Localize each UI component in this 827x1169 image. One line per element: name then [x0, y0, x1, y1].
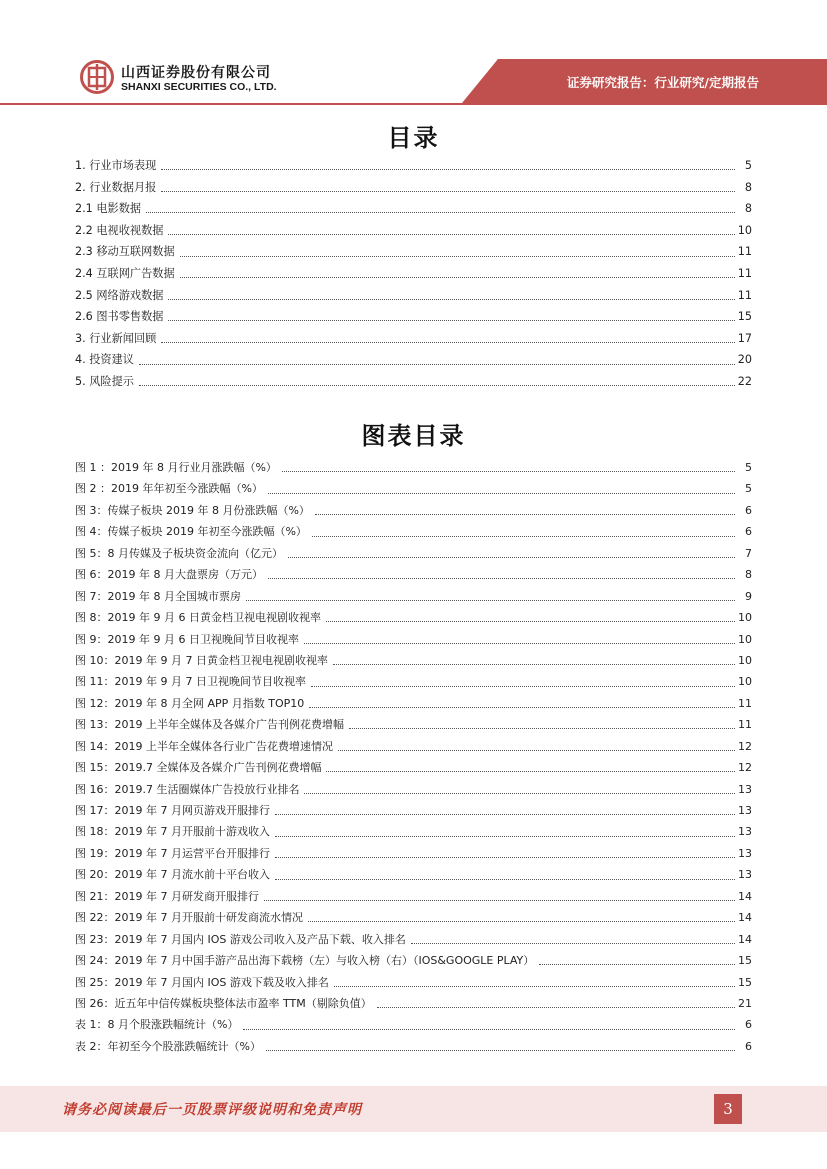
figure-entry-label: 图 24：2019 年 7 月中国手游产品出海下载榜（左）与收入榜（右）（IOS&GOOGLE PLAY） [75, 954, 535, 968]
dot-leader [326, 771, 735, 772]
figure-entry-label: 图 6：2019 年 8 月大盘票房（万元） [75, 568, 263, 582]
figure-entry-label: 图 5：8 月传媒及子板块资金流向（亿元） [75, 546, 283, 560]
toc-entry-label: 2.1 电影数据 [75, 202, 142, 216]
figure-entry-page: 13 [738, 804, 752, 817]
figure-entry-label: 图 8：2019 年 9 月 6 日黄金档卫视电视剧收视率 [75, 611, 321, 625]
dot-leader [243, 1029, 735, 1030]
page-header [0, 0, 827, 110]
dot-leader [304, 643, 735, 644]
figure-entry[interactable] [75, 671, 752, 692]
figure-entry[interactable] [75, 821, 752, 842]
dot-leader [146, 212, 735, 213]
dot-leader [326, 621, 735, 622]
dot-leader [282, 471, 735, 472]
toc-entry[interactable] [75, 241, 752, 263]
figure-entry[interactable] [75, 779, 752, 800]
toc-title: 目录 [387, 124, 440, 152]
figure-entry-label: 图 1 ：2019 年 8 月行业月涨跌幅（%） [75, 461, 277, 474]
figures-list [75, 457, 752, 1057]
toc-entry-page: 10 [737, 223, 752, 237]
figure-entry-label: 图 15：2019.7 全媒体及各媒介广告刊例花费增幅 [75, 761, 322, 775]
figure-entry-label: 图 10：2019 年 9 月 7 日黄金档卫视电视剧收视率 [75, 653, 328, 667]
figure-entry-page: 5 [745, 461, 752, 474]
figure-entry[interactable] [75, 714, 752, 735]
dot-leader [315, 514, 735, 515]
dot-leader [349, 728, 735, 729]
dot-leader [161, 169, 735, 170]
figure-entry[interactable] [75, 500, 752, 521]
dot-leader [539, 964, 735, 965]
toc-entry-label: 3. 行业新闻回顾 [75, 331, 157, 345]
toc-entry-label: 2.4 互联网广告数据 [75, 266, 175, 280]
figure-entry-label: 图 11：2019 年 9 月 7 日卫视晚间节目收视率 [75, 675, 306, 689]
toc-entry[interactable] [75, 306, 752, 328]
figure-entry-page: 13 [738, 846, 752, 860]
figure-entry-page: 13 [738, 782, 752, 796]
figure-entry-label: 图 2 ：2019 年年初至今涨跌幅（%） [75, 482, 263, 496]
figure-entry-page: 12 [738, 761, 752, 775]
dot-leader [275, 814, 735, 815]
figure-entry-label: 图 21：2019 年 7 月研发商开服排行 [75, 889, 259, 903]
dot-leader [161, 342, 734, 343]
toc-entry[interactable] [75, 198, 752, 220]
toc-entry-page: 11 [737, 266, 752, 280]
figure-entry-label: 图 20：2019 年 7 月流水前十平台收入 [75, 868, 270, 882]
toc-entry-page: 5 [744, 159, 752, 172]
toc-entry[interactable] [75, 328, 752, 350]
figure-entry[interactable] [75, 736, 752, 757]
figure-entry[interactable] [75, 950, 752, 971]
toc-entry-page: 11 [737, 245, 752, 259]
figure-entry-label: 图 26：近五年中信传媒板块整体法市盈率 TTM（剔除负值） [75, 996, 372, 1010]
figure-entry-label: 图 19：2019 年 7 月运营平台开服排行 [75, 846, 270, 860]
dot-leader [139, 364, 735, 365]
figure-entry-page: 10 [738, 632, 752, 646]
dot-leader [168, 299, 734, 300]
figure-entry-page: 14 [738, 911, 752, 925]
toc-entry-page: 15 [737, 310, 752, 324]
figure-entry-page: 11 [738, 696, 752, 710]
figure-entry-page: 6 [745, 1018, 752, 1032]
toc-entry-label: 2.6 图书零售数据 [75, 310, 164, 324]
figure-entry-label: 表 2：年初至今个股涨跌幅统计（%） [75, 1039, 261, 1053]
dot-leader [139, 385, 735, 386]
dot-leader [288, 557, 735, 558]
dot-leader [309, 707, 735, 708]
toc-entry-label: 5. 风险提示 [75, 374, 134, 388]
figure-entry-label: 图 4：传媒子板块 2019 年初至今涨跌幅（%） [75, 525, 307, 539]
figure-entry[interactable] [75, 757, 752, 778]
figure-entry-label: 图 7：2019 年 8 月全国城市票房 [75, 589, 241, 603]
dot-leader [246, 600, 735, 601]
figure-entry[interactable] [75, 864, 752, 885]
dot-leader [312, 536, 735, 537]
toc-entry-page: 20 [737, 353, 752, 367]
figure-entry-label: 图 23：2019 年 7 月国内 IOS 游戏公司收入及产品下载、收入排名 [75, 932, 406, 946]
figure-entry-page: 13 [738, 825, 752, 839]
figure-entry-page: 15 [738, 954, 752, 968]
dot-leader [304, 793, 735, 794]
toc-entry-page: 8 [744, 202, 752, 216]
figure-entry-label: 图 13：2019 上半年全媒体及各媒介广告刊例花费增幅 [75, 718, 344, 732]
toc-entry[interactable] [75, 177, 752, 199]
dot-leader [180, 256, 735, 257]
toc-entry[interactable] [75, 285, 752, 307]
toc-entry-label: 2. 行业数据月报 [75, 180, 157, 194]
figure-entry-page: 9 [745, 589, 752, 603]
figure-entry-label: 图 16：2019.7 生活圈媒体广告投放行业排名 [75, 782, 300, 796]
toc-entry[interactable] [75, 220, 752, 242]
figure-entry[interactable] [75, 972, 752, 993]
figure-entry-page: 14 [738, 889, 752, 903]
figure-entry-label: 图 14：2019 上半年全媒体各行业广告花费增速情况 [75, 739, 333, 753]
toc-entry-page: 17 [737, 331, 752, 345]
figure-entry-page: 6 [745, 1039, 752, 1053]
figure-entry-page: 5 [745, 482, 752, 496]
figure-entry[interactable] [75, 886, 752, 907]
dot-leader [264, 900, 735, 901]
figure-entry[interactable] [75, 800, 752, 821]
dot-leader [168, 320, 734, 321]
toc-entry-label: 2.2 电视收视数据 [75, 223, 164, 237]
figure-entry[interactable] [75, 693, 752, 714]
dot-leader [266, 1050, 735, 1051]
dot-leader [338, 750, 735, 751]
figure-entry-page: 13 [738, 868, 752, 882]
dot-leader [334, 986, 735, 987]
figure-entry-page: 15 [738, 975, 752, 989]
toc-list [75, 155, 752, 393]
figure-entry[interactable] [75, 564, 752, 585]
toc-entry[interactable] [75, 371, 752, 393]
figure-entry-page: 7 [745, 546, 752, 560]
dot-leader [161, 191, 735, 192]
figure-entry-page: 10 [738, 653, 752, 667]
toc-entry-label: 1. 行业市场表现 [75, 159, 157, 172]
figure-entry-label: 表 1：8 月个股涨跌幅统计（%） [75, 1018, 239, 1032]
toc-entry[interactable] [75, 263, 752, 285]
report-type-label: 证券研究报告：行业研究/定期报告 [566, 75, 759, 90]
toc-entry-label: 4. 投资建议 [75, 353, 134, 367]
figure-entry-page: 8 [745, 568, 752, 582]
dot-leader [168, 234, 734, 235]
toc-entry-page: 11 [737, 288, 752, 302]
toc-entry[interactable] [75, 155, 752, 177]
figure-entry-label: 图 9：2019 年 9 月 6 日卫视晚间节目收视率 [75, 632, 299, 646]
dot-leader [308, 921, 735, 922]
figure-entry-page: 10 [738, 675, 752, 689]
figure-entry-page: 21 [738, 996, 752, 1010]
figure-entry[interactable] [75, 478, 752, 499]
disclaimer-text: 请务必阅读最后一页股票评级说明和免责声明 [62, 1102, 362, 1118]
figure-entry-page: 6 [745, 525, 752, 539]
dot-leader [275, 857, 735, 858]
figure-entry[interactable] [75, 993, 752, 1014]
figure-entry-page: 14 [738, 932, 752, 946]
figure-entry[interactable] [75, 1036, 752, 1057]
toc-entry[interactable] [75, 349, 752, 371]
figures-title: 图表目录 [361, 422, 466, 450]
toc-entry-page: 22 [737, 374, 752, 388]
figure-entry-label: 图 17：2019 年 7 月网页游戏开服排行 [75, 804, 270, 817]
figure-entry[interactable] [75, 607, 752, 628]
figure-entry[interactable] [75, 929, 752, 950]
dot-leader [180, 277, 735, 278]
figure-entry-label: 图 3：传媒子板块 2019 年 8 月份涨跌幅（%） [75, 503, 310, 517]
dot-leader [268, 493, 735, 494]
figure-entry-label: 图 18：2019 年 7 月开服前十游戏收入 [75, 825, 270, 839]
figure-entry[interactable] [75, 586, 752, 607]
dot-leader [275, 879, 735, 880]
dot-leader [268, 578, 735, 579]
figure-entry-label: 图 25：2019 年 7 月国内 IOS 游戏下载及收入排名 [75, 975, 329, 989]
dot-leader [333, 664, 735, 665]
figure-entry-label: 图 12：2019 年 8 月全网 APP 月指数 TOP10 [75, 696, 305, 710]
dot-leader [311, 686, 735, 687]
figure-entry-page: 11 [738, 718, 752, 732]
page-number: 3 [714, 1094, 742, 1124]
toc-entry-label: 2.3 移动互联网数据 [75, 245, 175, 259]
dot-leader [377, 1007, 735, 1008]
figure-entry[interactable] [75, 457, 752, 478]
figure-entry[interactable] [75, 521, 752, 542]
figure-entry[interactable] [75, 843, 752, 864]
company-name-en: SHANXI SECURITIES CO., LTD. [121, 81, 277, 93]
toc-entry-page: 8 [744, 180, 752, 194]
toc-entry-label: 2.5 网络游戏数据 [75, 288, 164, 302]
figure-entry-page: 10 [738, 611, 752, 625]
dot-leader [411, 943, 735, 944]
company-name-cn: 山西证券股份有限公司 [121, 65, 271, 81]
figure-entry-page: 6 [745, 503, 752, 517]
figure-entry-label: 图 22：2019 年 7 月开服前十研发商流水情况 [75, 911, 303, 925]
company-logo-icon [80, 60, 114, 94]
figure-entry[interactable] [75, 907, 752, 928]
dot-leader [275, 836, 735, 837]
figure-entry-page: 12 [738, 739, 752, 753]
figure-entry[interactable] [75, 650, 752, 671]
figure-entry[interactable] [75, 543, 752, 564]
figure-entry[interactable] [75, 629, 752, 650]
figure-entry[interactable] [75, 1014, 752, 1035]
header-divider [0, 103, 827, 105]
